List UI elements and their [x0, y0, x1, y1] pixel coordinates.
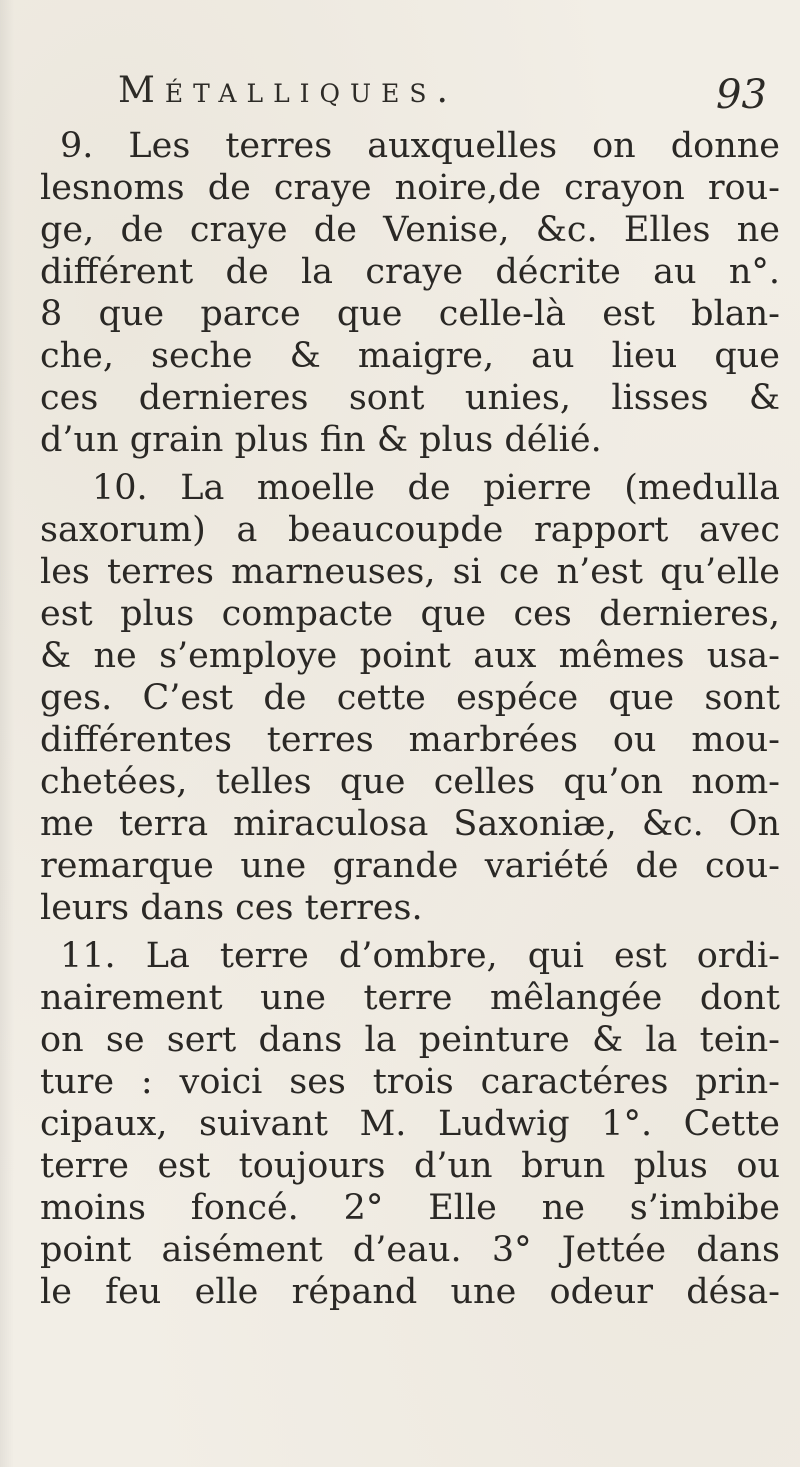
- text-line: leurs dans ces terres.: [40, 888, 423, 928]
- text-line: nairement une terre mêlangée dont: [40, 978, 780, 1018]
- text-line: ge, de craye de Venise, &c. Elles ne: [40, 210, 780, 250]
- text-line: différentes terres marbrées ou mou-: [40, 720, 780, 760]
- text-line: 9. Les terres auxquelles on donne: [60, 126, 780, 166]
- text-line: les terres marneuses, si ce n’est qu’elle: [40, 552, 780, 592]
- text-line: différent de la craye décrite au n°.: [40, 252, 780, 292]
- binding-shadow: [0, 0, 14, 1467]
- text-line: remarque une grande variété de cou-: [40, 846, 780, 886]
- text-line: lesnoms de craye noire,de crayon rou-: [40, 168, 780, 208]
- text-line: 10. La moelle de pierre (medulla: [92, 468, 780, 508]
- text-line: le feu elle répand une odeur désa-: [40, 1272, 780, 1312]
- text-line: 11. La terre d’ombre, qui est ordi-: [60, 936, 780, 976]
- page-number: 93: [716, 72, 767, 118]
- text-line: point aisément d’eau. 3° Jettée dans: [40, 1230, 780, 1270]
- text-line: chetées, telles que celles qu’on nom-: [40, 762, 780, 802]
- text-line: moins foncé. 2° Elle ne s’imbibe: [40, 1188, 780, 1228]
- text-line: on se sert dans la peinture & la tein-: [40, 1020, 780, 1060]
- text-line: ces dernieres sont unies, lisses &: [40, 378, 780, 418]
- text-line: ges. C’est de cette espéce que sont: [40, 678, 780, 718]
- text-line: d’un grain plus fin & plus délié.: [40, 420, 602, 460]
- text-line: saxorum) a beaucoupde rapport avec: [40, 510, 780, 550]
- text-line: me terra miraculosa Saxoniæ, &c. On: [40, 804, 780, 844]
- text-line: & ne s’employe point aux mêmes usa-: [40, 636, 780, 676]
- text-line: ture : voici ses trois caractéres prin-: [40, 1062, 780, 1102]
- running-title: Métalliques.: [118, 70, 458, 111]
- text-line: 8 que parce que celle-là est blan-: [40, 294, 780, 334]
- text-line: cipaux, suivant M. Ludwig 1°. Cette: [40, 1104, 780, 1144]
- text-line: che, seche & maigre, au lieu que: [40, 336, 780, 376]
- text-line: terre est toujours d’un brun plus ou: [40, 1146, 780, 1186]
- text-line: est plus compacte que ces dernieres,: [40, 594, 780, 634]
